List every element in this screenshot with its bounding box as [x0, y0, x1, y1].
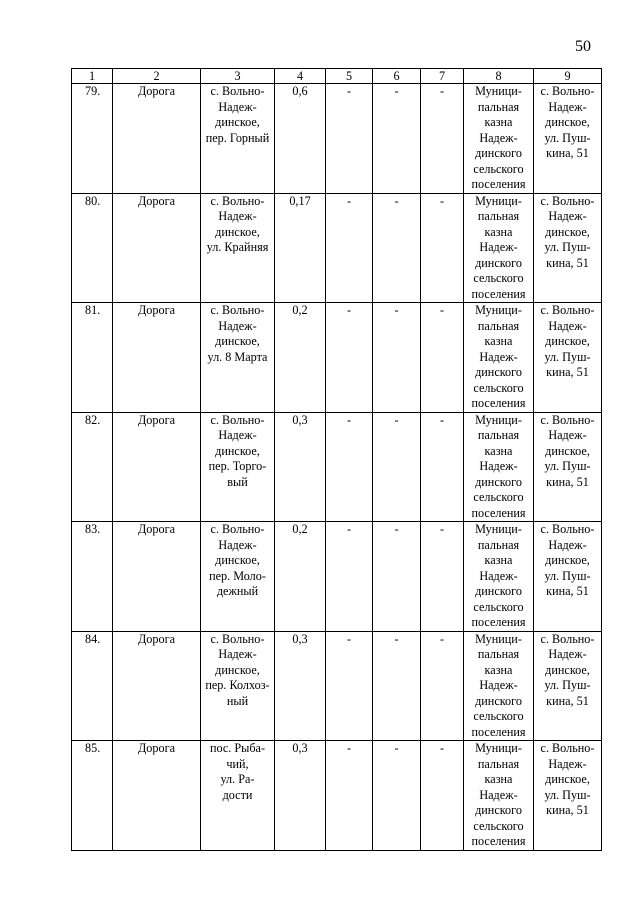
table-row	[72, 522, 602, 632]
cell-col6: -	[373, 522, 421, 632]
object-name: Дорога	[113, 522, 201, 632]
object-length: 0,2	[275, 303, 326, 413]
column-number: 1	[72, 69, 113, 84]
owner-info: Муници- пальная казна Надеж- динского сельского поселения	[464, 303, 534, 413]
owner-info: Муници- пальная казна Надеж- динского сельского поселения	[464, 741, 534, 851]
owner-address: с. Вольно- Надеж- динское, ул. Пуш- кина, 51	[534, 631, 602, 741]
owner-info: Муници- пальная казна Надеж- динского сельского поселения	[464, 84, 534, 194]
object-length: 0,3	[275, 741, 326, 851]
cell-col7: -	[421, 741, 464, 851]
cell-col5: -	[326, 631, 373, 741]
table-row	[72, 193, 602, 303]
table-row	[72, 741, 602, 851]
owner-info: Муници- пальная казна Надеж- динского сельского поселения	[464, 193, 534, 303]
object-name: Дорога	[113, 412, 201, 522]
table-row	[72, 412, 602, 522]
cell-col7: -	[421, 193, 464, 303]
owner-address: с. Вольно- Надеж- динское, ул. Пуш- кина, 51	[534, 741, 602, 851]
owner-address: с. Вольно- Надеж- динское, ул. Пуш- кина, 51	[534, 303, 602, 413]
object-length: 0,6	[275, 84, 326, 194]
object-location: с. Вольно- Надеж- динское, ул. 8 Марта	[201, 303, 275, 413]
row-number: 83.	[72, 522, 113, 632]
object-name: Дорога	[113, 303, 201, 413]
owner-info: Муници- пальная казна Надеж- динского сельского поселения	[464, 631, 534, 741]
owner-info: Муници- пальная казна Надеж- динского сельского поселения	[464, 522, 534, 632]
object-name: Дорога	[113, 84, 201, 194]
column-number: 9	[534, 69, 602, 84]
column-number-row	[72, 69, 602, 84]
page-number: 50	[575, 38, 591, 55]
cell-col7: -	[421, 412, 464, 522]
owner-info: Муници- пальная казна Надеж- динского сельского поселения	[464, 412, 534, 522]
cell-col6: -	[373, 193, 421, 303]
object-location: с. Вольно- Надеж- динское, пер. Торго- вый	[201, 412, 275, 522]
column-number: 4	[275, 69, 326, 84]
object-location: с. Вольно- Надеж- динское, пер. Горный	[201, 84, 275, 194]
registry-table	[71, 68, 602, 851]
cell-col7: -	[421, 303, 464, 413]
cell-col6: -	[373, 631, 421, 741]
column-number: 5	[326, 69, 373, 84]
table-row	[72, 303, 602, 413]
column-number: 7	[421, 69, 464, 84]
column-number: 3	[201, 69, 275, 84]
cell-col5: -	[326, 522, 373, 632]
owner-address: с. Вольно- Надеж- динское, ул. Пуш- кина, 51	[534, 412, 602, 522]
cell-col6: -	[373, 303, 421, 413]
row-number: 79.	[72, 84, 113, 194]
row-number: 82.	[72, 412, 113, 522]
cell-col5: -	[326, 303, 373, 413]
cell-col7: -	[421, 522, 464, 632]
object-length: 0,17	[275, 193, 326, 303]
object-location: пос. Рыба- чий, ул. Ра- дости	[201, 741, 275, 851]
cell-col7: -	[421, 631, 464, 741]
object-location: с. Вольно- Надеж- динское, пер. Моло- дежный	[201, 522, 275, 632]
cell-col5: -	[326, 193, 373, 303]
object-length: 0,3	[275, 631, 326, 741]
cell-col5: -	[326, 412, 373, 522]
cell-col6: -	[373, 84, 421, 194]
row-number: 81.	[72, 303, 113, 413]
column-number: 2	[113, 69, 201, 84]
owner-address: с. Вольно- Надеж- динское, ул. Пуш- кина, 51	[534, 193, 602, 303]
cell-col5: -	[326, 84, 373, 194]
row-number: 84.	[72, 631, 113, 741]
object-name: Дорога	[113, 193, 201, 303]
object-name: Дорога	[113, 741, 201, 851]
object-length: 0,2	[275, 522, 326, 632]
cell-col6: -	[373, 412, 421, 522]
table-row	[72, 631, 602, 741]
owner-address: с. Вольно- Надеж- динское, ул. Пуш- кина, 51	[534, 84, 602, 194]
object-location: с. Вольно- Надеж- динское, пер. Колхоз- ный	[201, 631, 275, 741]
column-number: 8	[464, 69, 534, 84]
object-length: 0,3	[275, 412, 326, 522]
column-number: 6	[373, 69, 421, 84]
row-number: 80.	[72, 193, 113, 303]
object-name: Дорога	[113, 631, 201, 741]
object-location: с. Вольно- Надеж- динское, ул. Крайняя	[201, 193, 275, 303]
cell-col5: -	[326, 741, 373, 851]
cell-col6: -	[373, 741, 421, 851]
owner-address: с. Вольно- Надеж- динское, ул. Пуш- кина, 51	[534, 522, 602, 632]
row-number: 85.	[72, 741, 113, 851]
cell-col7: -	[421, 84, 464, 194]
table-row	[72, 84, 602, 194]
